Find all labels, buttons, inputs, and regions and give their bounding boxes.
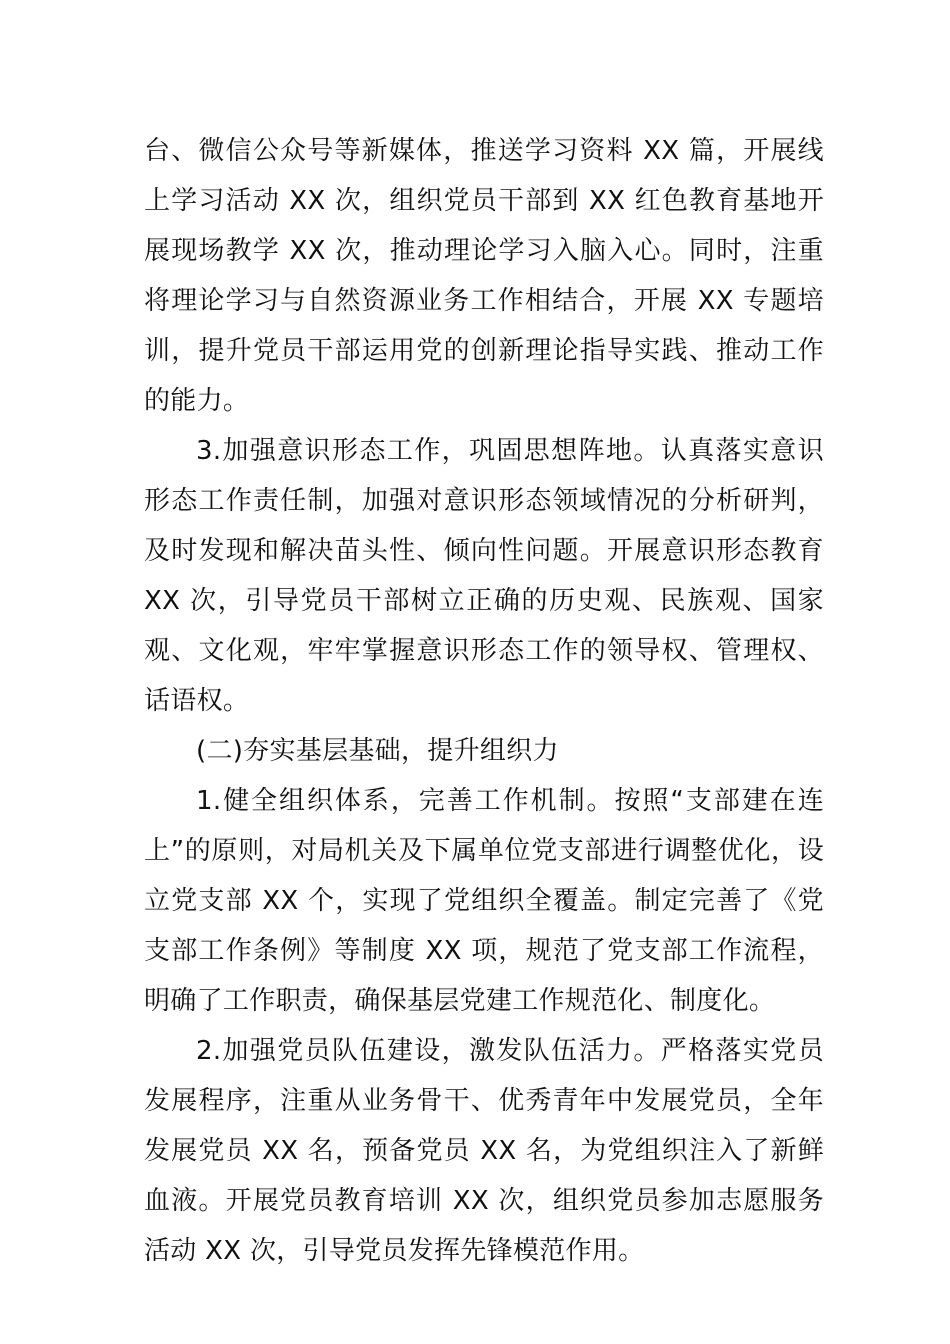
paragraph-continuation: 台、微信公众号等新媒体，推送学习资料 XX 篇，开展线上学习活动 XX 次，组织党员干部到 XX 红色教育基地开展现场教学 XX 次，推动理论学习入脑入心。同时，注重将理论学习与自然资源业务工作相结合，开展 XX 专题培训，提升党员干部运用党的创新理论指导实践、推动工作的能力。 bbox=[144, 136, 824, 416]
section-heading-2: (二)夯实基层基础，提升组织力 bbox=[196, 736, 559, 766]
paragraph-item-3-ideology: 3.加强意识形态工作，巩固思想阵地。认真落实意识形态工作责任制，加强对意识形态领域情况的分析研判，及时发现和解决苗头性、倾向性问题。开展意识形态教育 XX 次，引导党员干部树立正确的历史观、民族观、国家观、文化观，牢牢掌握意识形态工作的领导权、管理权、话语权。 bbox=[144, 436, 824, 716]
paragraph-item-1-organization: 1.健全组织体系，完善工作机制。按照“支部建在连上”的原则，对局机关及下属单位党支部进行调整优化，设立党支部 XX 个，实现了党组织全覆盖。制定完善了《党支部工作条例》等制度 XX 项，规范了党支部工作流程，明确了工作职责，确保基层党建工作规范化、制度化。 bbox=[144, 786, 824, 1016]
paragraph-item-2-party-members: 2.加强党员队伍建设，激发队伍活力。严格落实党员发展程序，注重从业务骨干、优秀青年中发展党员，全年发展党员 XX 名，预备党员 XX 名，为党组织注入了新鲜血液。开展党员教育培训 XX 次，组织党员参加志愿服务活动 XX 次，引导党员发挥先锋模范作用。 bbox=[144, 1036, 824, 1266]
document-body bbox=[144, 126, 824, 1276]
